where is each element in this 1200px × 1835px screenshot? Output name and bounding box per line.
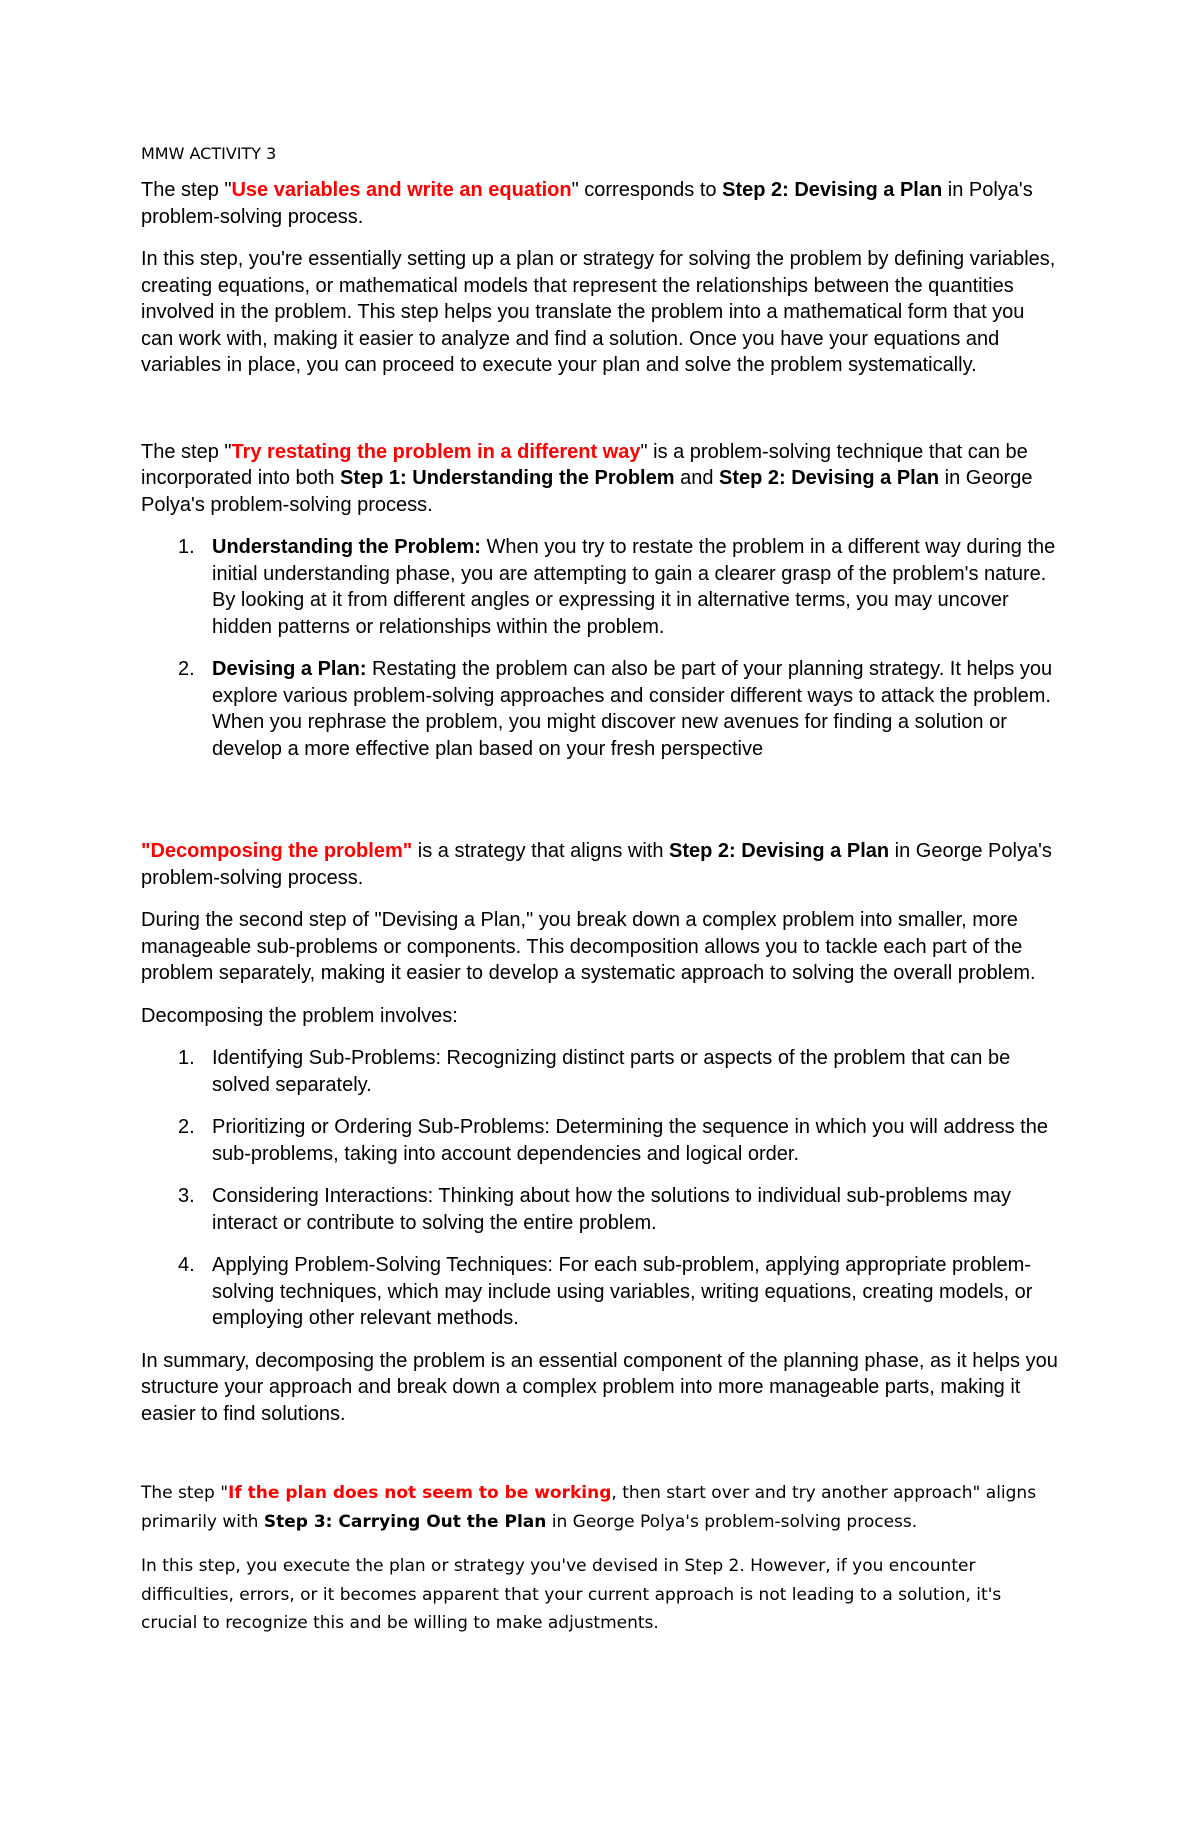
list-item-text: Restating the problem can also be part of your planning strategy. It helps you explore various problem-solving approaches and consider different ways to attack the problem. When you rephrase the problem, you might discover new avenues for finding a solution or develop a more effective plan based on your fresh perspective [212, 658, 1053, 760]
s4-intro-paragraph [141, 1479, 1061, 1536]
s2-text-c: and [674, 467, 719, 489]
s4-step-name: Step 3: Carrying Out the Plan [263, 1511, 547, 1532]
section-spacer [141, 379, 1061, 439]
s3-explanation-paragraph: During the second step of "Devising a Plan," you break down a complex problem into smaller, more manageable sub-problems or components. This decomposition allows you to tackle each part of the problem separately, making it easier to develop a systematic approach to solving the overall problem. [141, 909, 1036, 984]
document-body [141, 143, 1061, 1638]
section-spacer [141, 1427, 1061, 1479]
s2-text-b: " is a problem-solving technique that can be incorporated into both [141, 440, 1028, 489]
s2-step1-name: Step 1: Understanding the Problem [340, 467, 675, 489]
s4-text-c: in George Polya's problem-solving process. [546, 1511, 918, 1532]
list-item [141, 1183, 1061, 1236]
s3-text-b: in George Polya's problem-solving process. [141, 840, 1052, 889]
s1-explanation-paragraph: In this step, you're essentially setting up a plan or strategy for solving the problem by defining variables, creating equations, or mathematical models that represent the relationships between the quantities involved in the problem. This step helps you translate the problem into a mathematical form that you can work with, making it easier to analyze and find a solution. Once you have your equations and variables in place, you can proceed to execute your plan and solve the problem systematically. [141, 248, 1056, 376]
s1-text-b: " corresponds to [571, 179, 723, 201]
list-item-text: Considering Interactions: Thinking about how the solutions to individual sub-problems may interact or contribute to solving the entire problem. [212, 1185, 1011, 1234]
s3-step-name: Step 2: Devising a Plan [669, 840, 890, 862]
s2-text-a: The step " [141, 440, 232, 463]
s2-step2-name: Step 2: Devising a Plan [719, 467, 940, 489]
list-item-text: Prioritizing or Ordering Sub-Problems: Determining the sequence in which you will address the sub-problems, taking into account dependencies and logical order. [212, 1116, 1048, 1165]
list-number: 2. [178, 658, 195, 680]
document-title: MMW ACTIVITY 3 [141, 144, 277, 163]
list-item [141, 656, 1061, 762]
s2-text-d: in George Polya's problem-solving process. [141, 467, 1033, 516]
s1-step-name: Step 2: Devising a Plan [722, 179, 943, 201]
list-item-heading: Devising a Plan: [212, 658, 367, 680]
list-number: 3. [178, 1185, 195, 1207]
s1-text-a: The step " [141, 179, 232, 201]
list-item [141, 534, 1061, 640]
list-number: 1. [178, 1047, 195, 1069]
s3-intro-paragraph [141, 838, 1061, 891]
list-item [141, 1045, 1061, 1098]
list-item-heading: Understanding the Problem: [212, 536, 481, 558]
s4-text-b: , then start over and try another approach" aligns primarily with [141, 1483, 1037, 1532]
list-item-text: Identifying Sub-Problems: Recognizing distinct parts or aspects of the problem that can be solved separately. [212, 1047, 1011, 1096]
list-item [141, 1114, 1061, 1167]
list-item-text: Applying Problem-Solving Techniques: For each sub-problem, applying appropriate problem-solving techniques, which may include using variables, writing equations, creating models, or employing other relevant methods. [212, 1254, 1033, 1329]
s3-text-a: is a strategy that aligns with [412, 840, 670, 862]
list-number: 2. [178, 1116, 195, 1138]
s1-text-c: in Polya's problem-solving process. [141, 179, 1033, 228]
s1-intro-paragraph [141, 177, 1061, 230]
s2-intro-paragraph [141, 439, 1061, 519]
s4-explanation-paragraph: In this step, you execute the plan or strategy you've devised in Step 2. However, if you encounter difficulties, errors, or it becomes apparent that your current approach is not leading to a solution, it's crucial to recognize this and be willing to make adjustments. [141, 1556, 1002, 1633]
list-number: 4. [178, 1254, 195, 1276]
s4-highlight: If the plan does not seem to be working [228, 1483, 612, 1503]
list-item-text: When you try to restate the problem in a different way during the initial understanding phase, you are attempting to gain a clearer grasp of the problem's nature. By looking at it from different angles or expressing it in alternative terms, you may uncover hidden patterns or relationships within the problem. [212, 536, 1056, 638]
s3-numbered-list [141, 1045, 1061, 1332]
list-number: 1. [178, 536, 195, 558]
s3-highlight: "Decomposing the problem" [141, 840, 413, 862]
list-item [141, 1252, 1061, 1332]
s4-text-a: The step " [141, 1483, 229, 1503]
s1-highlight: Use variables and write an equation [231, 179, 572, 201]
s2-highlight: Try restating the problem in a different way [231, 440, 641, 463]
s3-list-intro: Decomposing the problem involves: [141, 1004, 458, 1027]
section-spacer [141, 778, 1061, 838]
s2-numbered-list [141, 534, 1061, 762]
s3-summary-paragraph: In summary, decomposing the problem is an essential component of the planning phase, as it helps you structure your approach and break down a complex problem into more manageable parts, making it easier to find solutions. [141, 1349, 1058, 1425]
